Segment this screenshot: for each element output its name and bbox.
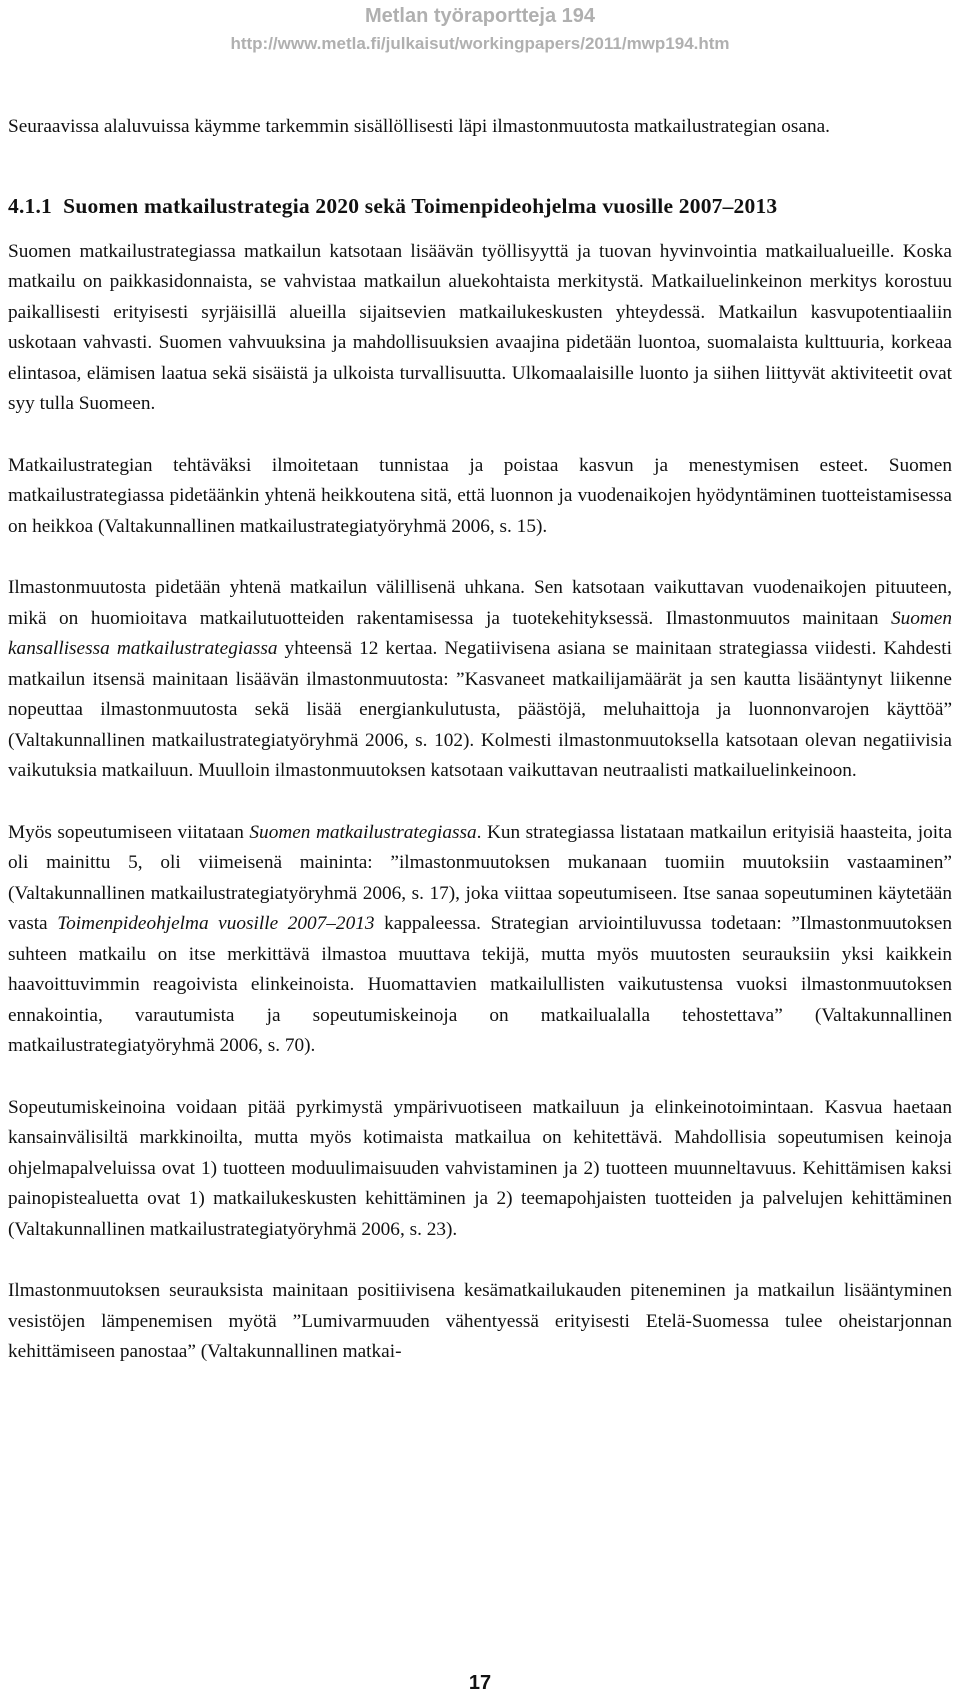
paragraph-4-italic-2: Toimenpideohjelma vuosille 2007–2013	[57, 913, 375, 934]
document-body	[8, 112, 952, 1368]
paragraph-4-italic-1: Suomen matkailustrategiassa	[249, 821, 477, 843]
paragraph-3-italic: Suomen kansallisessa matkailustrategiassa	[8, 607, 952, 659]
section-number: 4.1.1	[8, 193, 52, 218]
paragraph-4-part-b: . Kun strategiassa listataan matkailun erityisiä haasteita, joita oli mainittu 5, oli viimeisenä maininta: ”ilmastonmuutoksen mukanaan tuomiin muutoksiin vastaaminen” (Valtakunnallinen matkailustrategiatyöryhmä 2006, s. 17), joka viittaa sopeutumiseen. Itse sanaa sopeutuminen käytetään vasta	[8, 821, 953, 934]
section-heading	[8, 191, 952, 221]
paragraph-6: Ilmastonmuutoksen seurauksista mainitaan positiivisena kesämatkailukauden piteneminen ja matkailun lisääntyminen vesistöjen lämpenemisen myötä ”Lumivarmuuden vähentyessä erityisesti Etelä-Suomessa tulee oheistarjonnan kehittämiseen panostaa” (Valtakunnallinen matkai-	[8, 1280, 952, 1362]
paragraph-1: Suomen matkailustrategiassa matkailun katsotaan lisäävän työllisyyttä ja tuovan hyvinvointia matkailualueille. Koska matkailu on paikkasidonnaista, se vahvistaa matkailun aluekohtaista merkitystä. Matkailuelinkeinon merkitys korostuu paikallisesti erityisesti syrjäisillä alueilla sijaitsevien matkailukeskusten yhteydessä. Matkailun kasvupotentiaaliin uskotaan vahvasti. Suomen vahvuuksina ja mahdollisuuksien avaajina pidetään luontoa, suomalaista kulttuuria, korkeaa elintasoa, elämisen laatua sekä sisäistä ja ulkoista turvallisuutta. Ulkomaalaisille luonto ja siihen liittyvät aktiviteetit ovat syy tulla Suomeen.	[8, 240, 952, 414]
paragraph-3-part-b: yhteensä 12 kertaa. Negatiivisena asiana se mainitaan strategiassa viidesti. Kahdesti matkailun itsensä mainitaan lisäävän ilmastonmuutosta: ”Kasvaneet matkailijamäärät ja sen kautta lisääntynyt liikenne nopeuttaa ilmastonmuutosta sekä lisää energiankulutusta, päästöjä, meluhaittoja ja luonnonvarojen käyttöä” (Valtakunnallinen matkailustrategiatyöryhmä 2006, s. 102). Kolmesti ilmastonmuutoksella katsotaan olevan negatiivisia vaikutuksia matkailuun. Muulloin ilmastonmuutoksen katsotaan vaikuttavan neutraalisti matkailuelinkeinoon.	[8, 638, 952, 781]
paragraph-3	[8, 573, 952, 787]
section-title: Suomen matkailustrategia 2020 sekä Toimenpideohjelma vuosille 2007–2013	[63, 193, 778, 218]
paragraph-4-part-a: Myös sopeutumiseen viitataan	[8, 821, 250, 843]
page-number: 17	[468, 1672, 492, 1694]
intro-paragraph: Seuraavissa alaluvuissa käymme tarkemmin sisällöllisesti läpi ilmastonmuutosta matkailustrategian osana.	[8, 116, 830, 137]
paragraph-2: Matkailustrategian tehtäväksi ilmoitetaan tunnistaa ja poistaa kasvun ja menestymisen esteet. Suomen matkailustrategiassa pidetäänkin yhtenä heikkoutena sitä, että luonnon ja vuodenaikojen hyödyntäminen tuotteistamisessa on heikkoa (Valtakunnallinen matkailustrategiatyöryhmä 2006, s. 15).	[8, 454, 952, 537]
series-url: http://www.metla.fi/julkaisut/workingpapers/2011/mwp194.htm	[230, 34, 730, 53]
series-title: Metlan työraportteja 194	[364, 5, 596, 27]
paragraph-4-part-c: kappaleessa. Strategian arviointiluvussa todetaan: ”Ilmastonmuutoksen suhteen matkailu on itse merkittävä ilmastoa muuttava tekijä, mutta myös muutosten seurauksiin yksi kaikkein haavoittuvimmin reagoivista elinkeinoista. Huomattavien matkailullisten vaikutustensa vuoksi ilmastonmuutoksen ennakointia, varautumista ja sopeutumiskeinoja on matkailualalla tehostettava” (Valtakunnallinen matkailustrategiatyöryhmä 2006, s. 70).	[8, 913, 952, 1056]
paragraph-3-part-a: Ilmastonmuutosta pidetään yhtenä matkailun välillisenä uhkana. Sen katsotaan vaikuttavan vuodenaikojen pituuteen, mikä on huomioitava matkailutuotteiden rakentamisessa ja tuotekehityksessä. Ilmastonmuutos mainitaan	[8, 577, 952, 629]
paragraph-4	[8, 818, 952, 1062]
paragraph-5: Sopeutumiskeinoina voidaan pitää pyrkimystä ympärivuotiseen matkailuun ja elinkeinotoimintaan. Kasvua haetaan kansainvälisiltä markkinoilta, mutta myös kotimaista matkailua on kehitettävä. Mahdollisia sopeutumisen keinoja ohjelmapalveluissa ovat 1) tuotteen moduulimaisuuden vahvistaminen ja 2) tuotteen muunneltavuus. Kehittämisen kaksi painopistealuetta ovat 1) matkailukeskusten kehittäminen ja 2) teemapohjaisten tuotteiden ja palvelujen kehittäminen (Valtakunnallinen matkailustrategiatyöryhmä 2006, s. 23).	[8, 1096, 952, 1240]
running-header	[0, 2, 960, 58]
